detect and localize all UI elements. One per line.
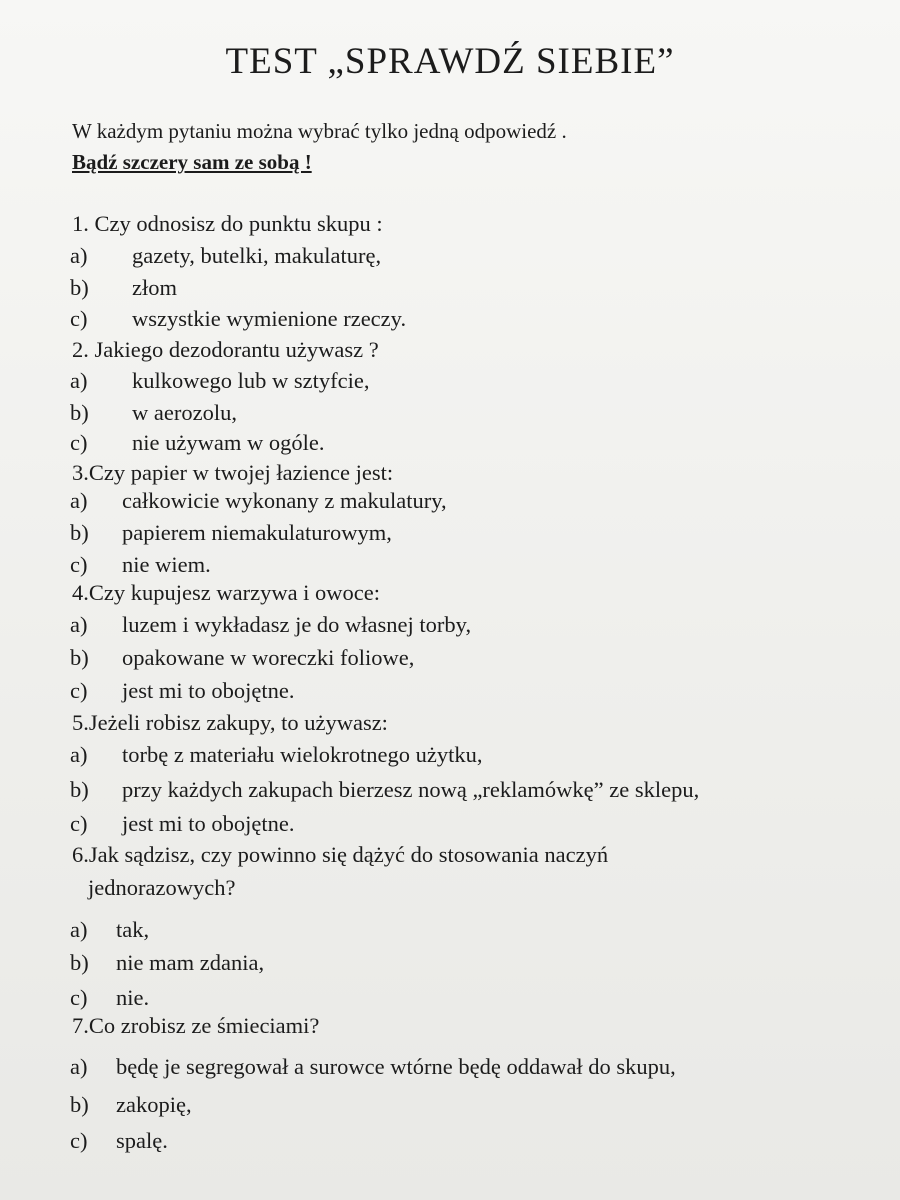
option-letter: a)	[70, 612, 88, 637]
option-letter: b)	[70, 777, 89, 802]
question-5-option-b	[70, 777, 699, 803]
option-text: nie wiem.	[122, 552, 211, 577]
option-letter: b)	[70, 645, 89, 670]
question-7: 7.Co zrobisz ze śmieciami?	[72, 1013, 320, 1038]
option-text: luzem i wykładasz je do własnej torby,	[122, 612, 472, 637]
question-2-option-c	[70, 430, 324, 456]
option-text: nie mam zdania,	[116, 950, 265, 975]
option-letter: c)	[70, 678, 88, 703]
option-text: jest mi to obojętne.	[122, 811, 295, 836]
question-3-option-b	[70, 520, 392, 546]
option-text: spalę.	[116, 1128, 168, 1153]
option-text: całkowicie wykonany z makulatury,	[122, 488, 447, 513]
option-text: w aerozolu,	[132, 400, 237, 425]
option-text: złom	[132, 275, 177, 300]
option-text: przy każdych zakupach bierzesz nową „reklamówkę” ze sklepu,	[122, 777, 700, 802]
option-letter: c)	[70, 811, 88, 836]
instructions: W każdym pytaniu można wybrać tylko jedną odpowiedź .	[72, 119, 567, 143]
question-5-option-a	[70, 742, 483, 768]
question-3-option-a	[70, 488, 447, 514]
option-text: torbę z materiału wielokrotnego użytku,	[122, 742, 483, 767]
question-5-option-c	[70, 811, 294, 837]
question-6-option-c	[70, 985, 149, 1011]
option-letter: a)	[70, 1054, 88, 1079]
option-text: tak,	[116, 917, 150, 942]
option-letter: b)	[70, 1092, 89, 1117]
option-text: jest mi to obojętne.	[122, 678, 295, 703]
question-6-option-b	[70, 950, 264, 976]
question-4-option-b	[70, 645, 414, 671]
option-letter: a)	[70, 243, 88, 268]
option-letter: b)	[70, 520, 89, 545]
option-letter: c)	[70, 430, 88, 455]
option-text: papierem niemakulaturowym,	[122, 520, 392, 545]
question-2-option-b	[70, 400, 237, 426]
question-3-option-c	[70, 552, 211, 578]
option-letter: b)	[70, 950, 89, 975]
option-text: gazety, butelki, makulaturę,	[132, 243, 382, 268]
option-letter: a)	[70, 917, 88, 942]
question-1: 1. Czy odnosisz do punktu skupu :	[72, 211, 383, 236]
option-letter: a)	[70, 368, 88, 393]
question-7-option-a	[70, 1054, 676, 1080]
motto: Bądź szczery sam ze sobą !	[72, 150, 312, 174]
option-letter: c)	[70, 1128, 88, 1153]
question-2-option-a	[70, 368, 369, 394]
question-3: 3.Czy papier w twojej łazience jest:	[72, 460, 394, 485]
option-text: zakopię,	[116, 1092, 192, 1117]
option-letter: b)	[70, 400, 89, 425]
question-1-option-a	[70, 243, 381, 269]
page-title: TEST „SPRAWDŹ SIEBIE”	[225, 41, 675, 82]
option-text: kulkowego lub w sztyfcie,	[132, 368, 370, 393]
question-2: 2. Jakiego dezodorantu używasz ?	[72, 337, 379, 362]
question-5: 5.Jeżeli robisz zakupy, to używasz:	[72, 710, 388, 735]
option-letter: c)	[70, 306, 88, 331]
question-4: 4.Czy kupujesz warzywa i owoce:	[72, 580, 381, 605]
option-text: będę je segregował a surowce wtórne będę oddawał do skupu,	[116, 1054, 676, 1079]
question-6-continuation: jednorazowych?	[88, 875, 236, 900]
question-1-option-c	[70, 306, 406, 332]
option-letter: b)	[70, 275, 89, 300]
question-7-option-b	[70, 1092, 192, 1118]
question-1-option-b	[70, 275, 177, 301]
option-letter: a)	[70, 742, 88, 767]
question-7-option-c	[70, 1128, 168, 1154]
question-4-option-c	[70, 678, 294, 704]
option-letter: c)	[70, 552, 88, 577]
option-text: wszystkie wymienione rzeczy.	[132, 306, 407, 331]
question-4-option-a	[70, 612, 471, 638]
option-letter: a)	[70, 488, 88, 513]
question-6: 6.Jak sądzisz, czy powinno się dążyć do stosowania naczyń	[72, 842, 609, 867]
option-letter: c)	[70, 985, 88, 1010]
option-text: nie używam w ogóle.	[132, 430, 325, 455]
question-6-option-a	[70, 917, 149, 943]
option-text: opakowane w woreczki foliowe,	[122, 645, 415, 670]
option-text: nie.	[116, 985, 150, 1010]
